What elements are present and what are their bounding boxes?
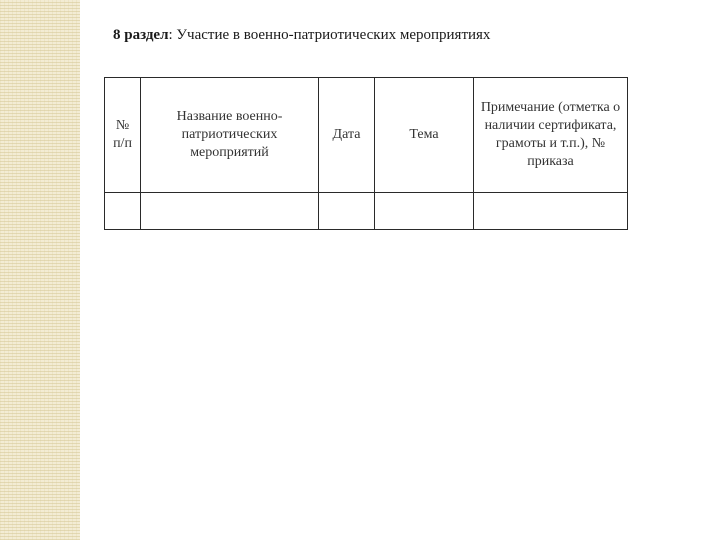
table-cell-date[interactable]	[319, 193, 375, 230]
column-header-topic: Тема	[375, 78, 474, 193]
section-title: : Участие в военно-патриотических мероприятиях	[168, 27, 491, 43]
table-cell-number[interactable]	[105, 193, 141, 230]
decorative-side-strip	[0, 0, 80, 540]
section-number-label: 8 раздел	[113, 27, 169, 43]
events-table	[104, 77, 628, 230]
table-cell-topic[interactable]	[375, 193, 474, 230]
column-header-date: Дата	[319, 78, 375, 193]
table-cell-event-name[interactable]	[141, 193, 319, 230]
section-heading	[113, 25, 490, 45]
column-header-number: № п/п	[105, 78, 141, 193]
table-row	[105, 193, 628, 230]
table-cell-note[interactable]	[474, 193, 628, 230]
column-header-note: Примечание (отметка о наличии сертификата, грамоты и т.п.), № приказа	[474, 78, 628, 193]
column-header-event-name: Название военно-патриотических мероприятий	[141, 78, 319, 193]
table-header-row	[105, 78, 628, 193]
